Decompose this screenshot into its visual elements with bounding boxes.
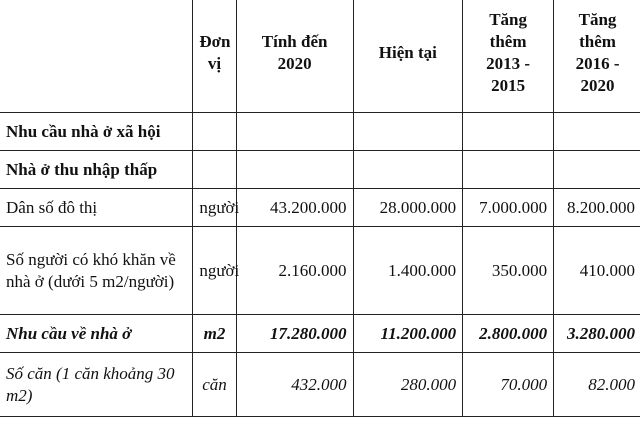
row-label: Nhu cầu về nhà ở	[0, 315, 193, 353]
row-unit: người	[193, 227, 236, 315]
row-current: 11.200.000	[353, 315, 463, 353]
row-to-2020: 17.280.000	[236, 315, 353, 353]
row-add-2016-2020: 410.000	[554, 227, 640, 315]
row-label: Số người có khó khăn về nhà ở (dưới 5 m2/người)	[0, 227, 193, 315]
row-to-2020: 2.160.000	[236, 227, 353, 315]
header-add-2016-2020: Tăng thêm 2016 - 2020	[554, 0, 640, 113]
row-add-2016-2020: 3.280.000	[554, 315, 640, 353]
row-to-2020: 43.200.000	[236, 189, 353, 227]
table-row	[0, 227, 640, 315]
section-title-lowincome: Nhà ở thu nhập thấp	[0, 151, 193, 189]
header-unit: Đơn vị	[193, 0, 236, 113]
row-add-2013-2015: 70.000	[463, 353, 554, 417]
table-row	[0, 315, 640, 353]
row-label: Số căn (1 căn khoảng 30 m2)	[0, 353, 193, 417]
header-current: Hiện tại	[353, 0, 463, 113]
row-current: 28.000.000	[353, 189, 463, 227]
header-row	[0, 0, 640, 113]
row-add-2016-2020: 82.000	[554, 353, 640, 417]
section-row-social	[0, 113, 640, 151]
row-add-2013-2015: 7.000.000	[463, 189, 554, 227]
row-add-2013-2015: 2.800.000	[463, 315, 554, 353]
row-unit: m2	[193, 315, 236, 353]
row-to-2020: 432.000	[236, 353, 353, 417]
row-unit: căn	[193, 353, 236, 417]
row-unit: người	[193, 189, 236, 227]
row-current: 280.000	[353, 353, 463, 417]
row-add-2016-2020: 8.200.000	[554, 189, 640, 227]
row-add-2013-2015: 350.000	[463, 227, 554, 315]
section-title-social: Nhu cầu nhà ở xã hội	[0, 113, 193, 151]
header-to-2020: Tính đến 2020	[236, 0, 353, 113]
header-add-2013-2015: Tăng thêm 2013 - 2015	[463, 0, 554, 113]
row-label: Dân số đô thị	[0, 189, 193, 227]
row-current: 1.400.000	[353, 227, 463, 315]
table-row	[0, 353, 640, 417]
table-row	[0, 189, 640, 227]
header-empty-cell	[0, 0, 193, 113]
section-row-lowincome	[0, 151, 640, 189]
